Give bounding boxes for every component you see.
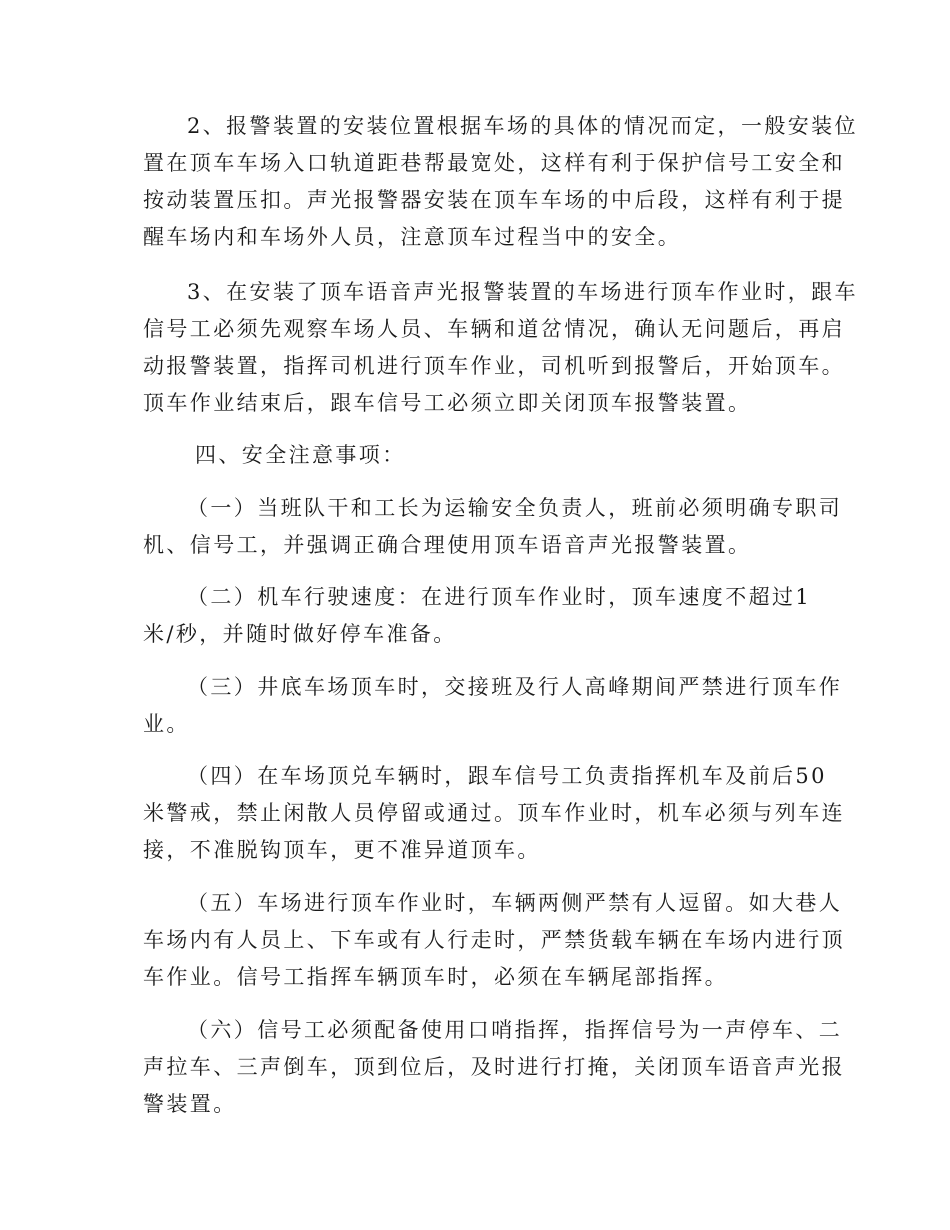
- text-line: 动报警装置，指挥司机进行顶车作业，司机听到报警后，开始顶车。: [143, 354, 845, 378]
- paragraph-sub-3: [143, 669, 843, 743]
- text-line: 接，不准脱钩顶车，更不准异道顶车。: [143, 838, 541, 862]
- text-line: （四）在车场顶兑车辆时，跟车信号工负责指挥机车及前后50: [187, 764, 827, 788]
- text-line: 醒车场内和车场外人员，注意顶车过程当中的安全。: [143, 225, 682, 249]
- paragraph-sub-5: [143, 885, 845, 996]
- text-line: 车场内有人员上、下车或有人行走时，严禁货载车辆在车场内进行顶: [143, 928, 845, 952]
- section-heading: [143, 437, 803, 474]
- text-line: 业。: [143, 712, 190, 736]
- text-line: 按动装置压扣。声光报警器安装在顶车车场的中后段，这样有利于提: [143, 188, 845, 212]
- text-line: 信号工必须先观察车场人员、车辆和道岔情况，确认无问题后，再启: [143, 317, 845, 341]
- paragraph-item-3: [143, 274, 858, 422]
- text-line: 机、信号工，并强调正确合理使用顶车语音声光报警装置。: [143, 533, 752, 557]
- text-line: 车作业。信号工指挥车辆顶车时，必须在车辆尾部指挥。: [143, 965, 728, 989]
- text-line: 2、报警装置的安装位置根据车场的具体的情况而定，一般安装位: [187, 114, 858, 138]
- paragraph-sub-2: [143, 579, 812, 653]
- text-line: （六）信号工必须配备使用口哨指挥，指挥信号为一声停车、二: [187, 1018, 843, 1042]
- paragraph-item-2: [143, 108, 858, 256]
- text-line: （二）机车行驶速度：在进行顶车作业时，顶车速度不超过1: [187, 585, 812, 609]
- text-line: 米/秒，并随时做好停车准备。: [143, 622, 457, 646]
- paragraph-sub-6: [143, 1012, 845, 1123]
- paragraph-sub-4: [143, 758, 845, 869]
- text-line: 顶车作业结束后，跟车信号工必须立即关闭顶车报警装置。: [143, 391, 752, 415]
- text-line: 置在顶车车场入口轨道距巷帮最宽处，这样有利于保护信号工安全和: [143, 151, 845, 175]
- text-line: 声拉车、三声倒车，顶到位后，及时进行打掩，关闭顶车语音声光报: [143, 1055, 845, 1079]
- text-line: （三）井底车场顶车时，交接班及行人高峰期间严禁进行顶车作: [187, 675, 843, 699]
- paragraph-sub-1: [143, 490, 843, 564]
- text-line: （五）车场进行顶车作业时，车辆两侧严禁有人逗留。如大巷人: [187, 891, 843, 915]
- text-line: 3、在安装了顶车语音声光报警装置的车场进行顶车作业时，跟车: [187, 280, 858, 304]
- heading-text: 四、安全注意事项：: [195, 443, 406, 467]
- text-line: （一）当班队干和工长为运输安全负责人，班前必须明确专职司: [187, 496, 843, 520]
- text-line: 米警戒，禁止闲散人员停留或通过。顶车作业时，机车必须与列车连: [143, 801, 845, 825]
- text-line: 警装置。: [143, 1092, 237, 1116]
